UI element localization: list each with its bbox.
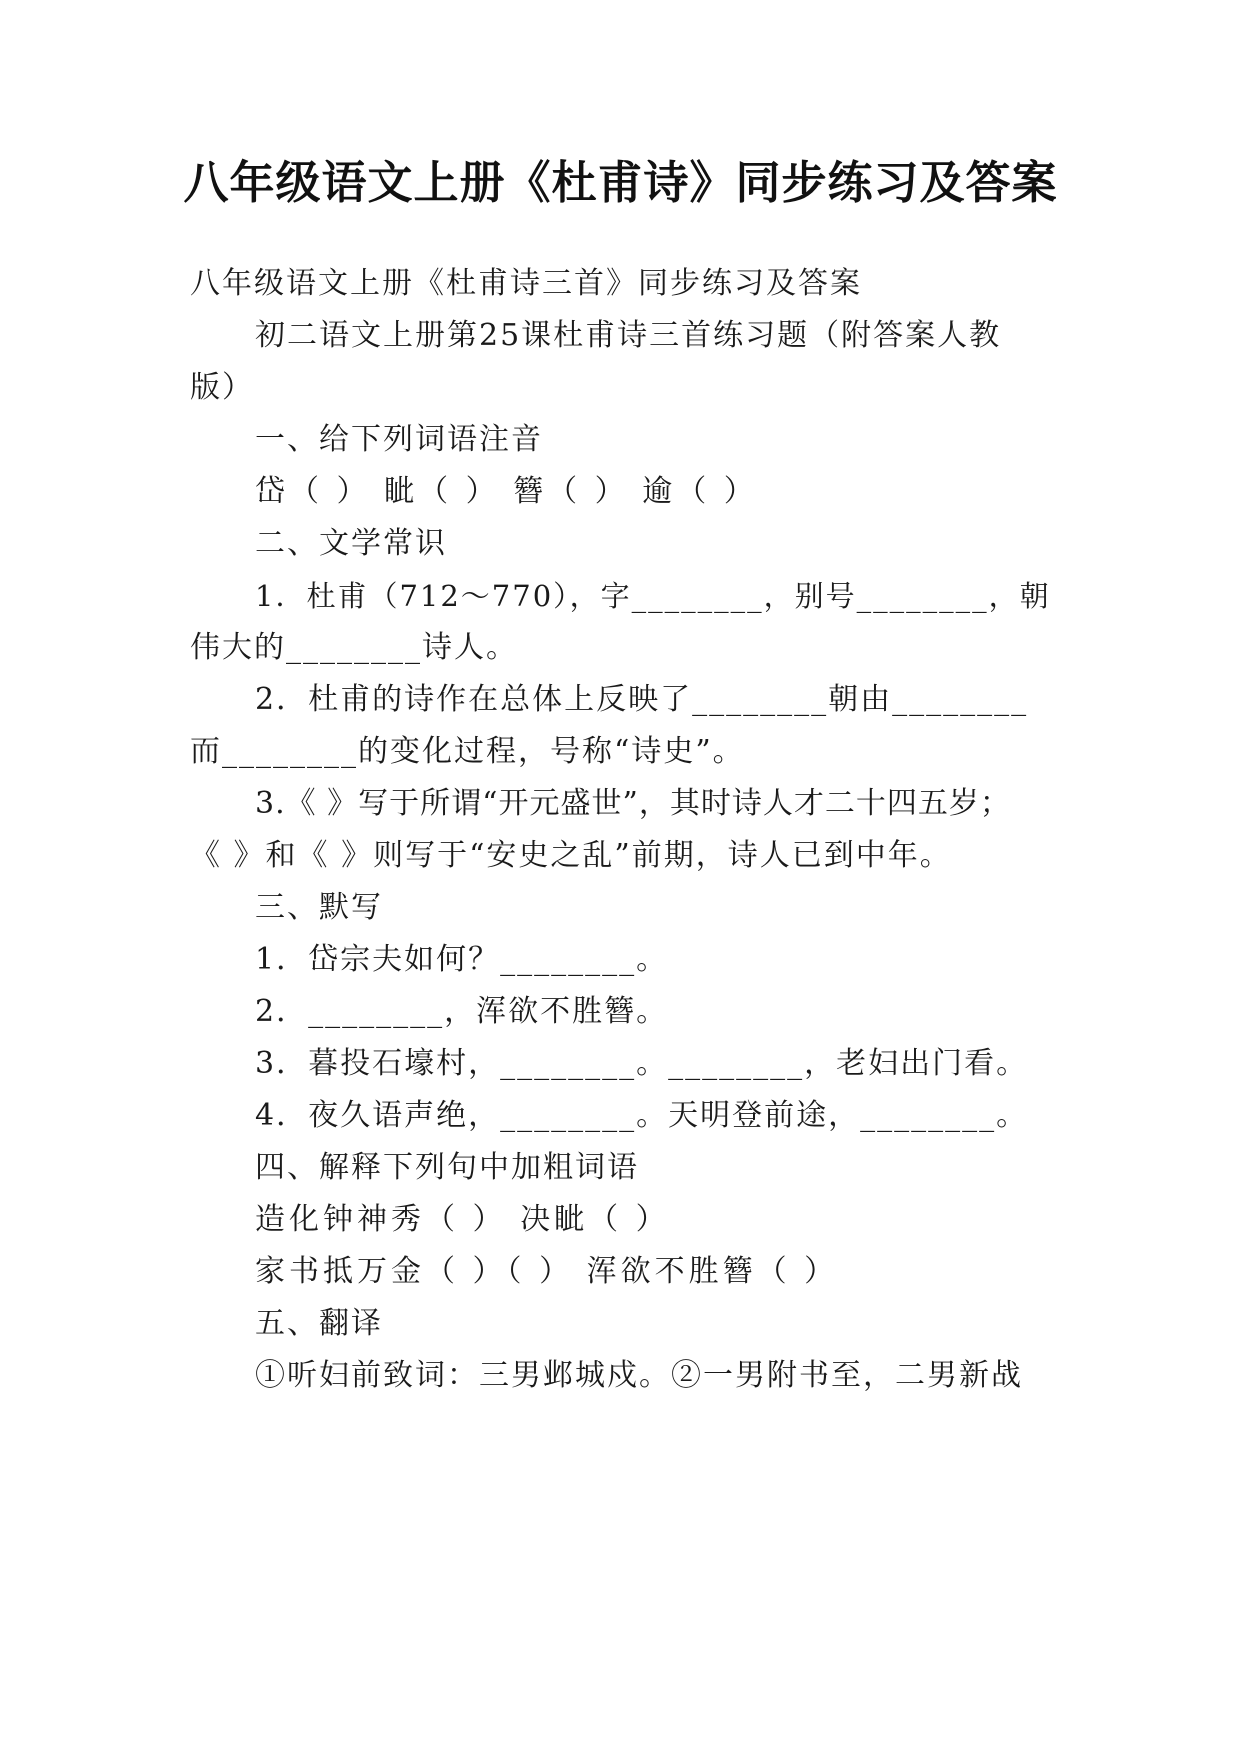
section-heading-1: 一、给下列词语注音: [255, 422, 543, 457]
recitation-1: 1．岱宗夫如何？________。: [255, 942, 669, 977]
section-heading-4: 四、解释下列句中加粗词语: [255, 1150, 639, 1185]
explain-items-1: 造化钟神秀（ ） 决眦（ ）: [255, 1202, 670, 1237]
question-2-3-continued: 《 》和《 》则写于“安史之乱”前期，诗人已到中年。: [190, 838, 952, 873]
section-heading-5: 五、翻译: [255, 1306, 383, 1341]
translation-sentence: ①听妇前致词：三男邺城戍。②一男附书至，二男新战: [255, 1358, 1023, 1393]
pinyin-items: 岱（ ） 眦（ ） 簪（ ） 逾（ ）: [255, 474, 758, 509]
recitation-2: 2．________，浑欲不胜簪。: [255, 994, 669, 1029]
doc-subtitle: 八年级语文上册《杜甫诗三首》同步练习及答案: [190, 266, 862, 301]
recitation-4: 4．夜久语声绝，________。天明登前途，________。: [255, 1098, 1029, 1133]
explain-items-2: 家书抵万金（ ）（ ） 浑欲不胜簪（ ）: [255, 1254, 839, 1289]
section-heading-3: 三、默写: [255, 890, 383, 925]
question-2-1: 1．杜甫（712～770），字________，别号________，朝: [255, 579, 1051, 613]
section-heading-2: 二、文学常识: [255, 526, 447, 561]
recitation-3: 3．暮投石壕村，________。________，老妇出门看。: [255, 1046, 1029, 1081]
question-2-3: 3.《 》写于所谓“开元盛世”，其时诗人才二十四五岁；: [255, 786, 1011, 821]
doc-paragraph-continued: 版）: [190, 370, 254, 405]
doc-paragraph: 初二语文上册第25课杜甫诗三首练习题（附答案人教: [255, 318, 1002, 353]
page-title: 八年级语文上册《杜甫诗》同步练习及答案: [183, 156, 1058, 209]
question-2-2: 2．杜甫的诗作在总体上反映了________朝由________: [255, 682, 1029, 717]
question-2-2-continued: 而________的变化过程，号称“诗史”。: [190, 734, 745, 769]
question-2-1-continued: 伟大的________诗人。: [190, 630, 518, 665]
